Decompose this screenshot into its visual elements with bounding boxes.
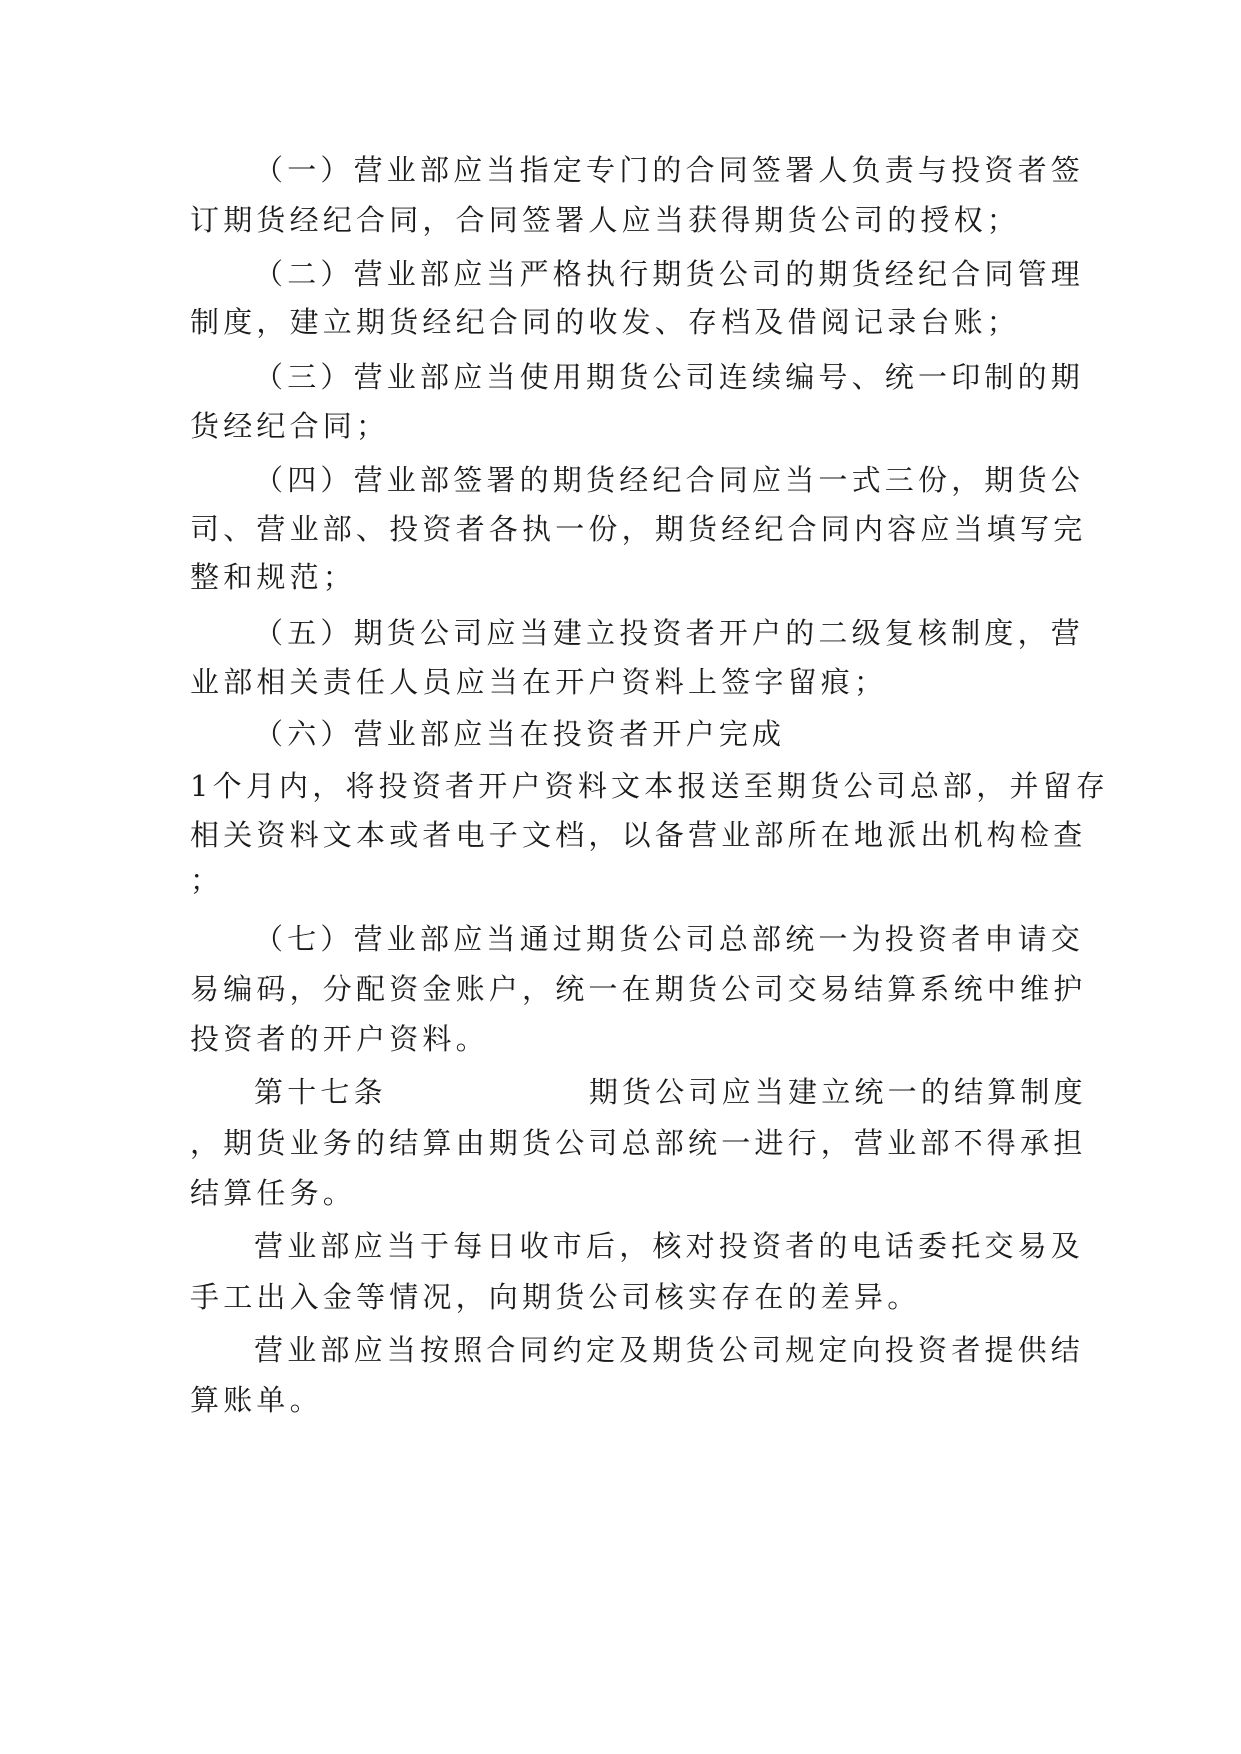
clause-1-line-2: 订期货经纪合同，合同签署人应当获得期货公司的授权； [190,203,1021,237]
clause-4-line-2: 司、营业部、投资者各执一份，期货经纪合同内容应当填写完 [190,512,1087,546]
clause-7-line-3: 投资者的开户资料。 [190,1022,489,1056]
article-17-line-3: 结算任务。 [190,1176,357,1210]
article-17-heading-line [254,1072,1134,1112]
settlement-para-1-line-1: 营业部应当于每日收市后，核对投资者的电话委托交易及 [254,1229,1085,1263]
clause-2-line-2: 制度，建立期货经纪合同的收发、存档及借阅记录台账； [190,305,1021,339]
settlement-para-2-line-1: 营业部应当按照合同约定及期货公司规定向投资者提供结 [254,1333,1085,1367]
clause-7-line-2: 易编码，分配资金账户，统一在期货公司交易结算系统中维护 [190,972,1087,1006]
clause-5-line-1: （五）期货公司应当建立投资者开户的二级复核制度，营 [254,616,1085,650]
clause-3-line-2: 货经纪合同； [190,409,390,443]
clause-3-line-1: （三）营业部应当使用期货公司连续编号、统一印制的期 [254,360,1085,394]
settlement-para-1-line-2: 手工出入金等情况，向期货公司核实存在的差异。 [190,1280,921,1314]
clause-2-line-1: （二）营业部应当严格执行期货公司的期货经纪合同管理 [254,257,1085,291]
clause-7-line-1: （七）营业部应当通过期货公司总部统一为投资者申请交 [254,922,1085,956]
clause-6-line-1: （六）营业部应当在投资者开户完成 [254,717,786,751]
clause-6-line-2: 1个月内，将投资者开户资料文本报送至期货公司总部，并留存 [190,769,1110,803]
article-17-number: 第十七条 [254,1075,387,1109]
clause-6-line-4: ； [190,863,224,897]
settlement-para-2-line-2: 算账单。 [190,1383,323,1417]
clause-1-line-1: （一）营业部应当指定专门的合同签署人负责与投资者签 [254,153,1085,187]
clause-4-line-1: （四）营业部签署的期货经纪合同应当一式三份，期货公 [254,463,1085,497]
clause-4-line-3: 整和规范； [190,560,357,594]
clause-6-line-3: 相关资料文本或者电子文档，以备营业部所在地派出机构检查 [190,818,1087,852]
clause-5-line-2: 业部相关责任人员应当在开户资料上签字留痕； [190,665,888,699]
article-17-text: 期货公司应当建立统一的结算制度 [588,1075,1087,1109]
article-17-line-2: ，期货业务的结算由期货公司总部统一进行，营业部不得承担 [190,1126,1087,1160]
